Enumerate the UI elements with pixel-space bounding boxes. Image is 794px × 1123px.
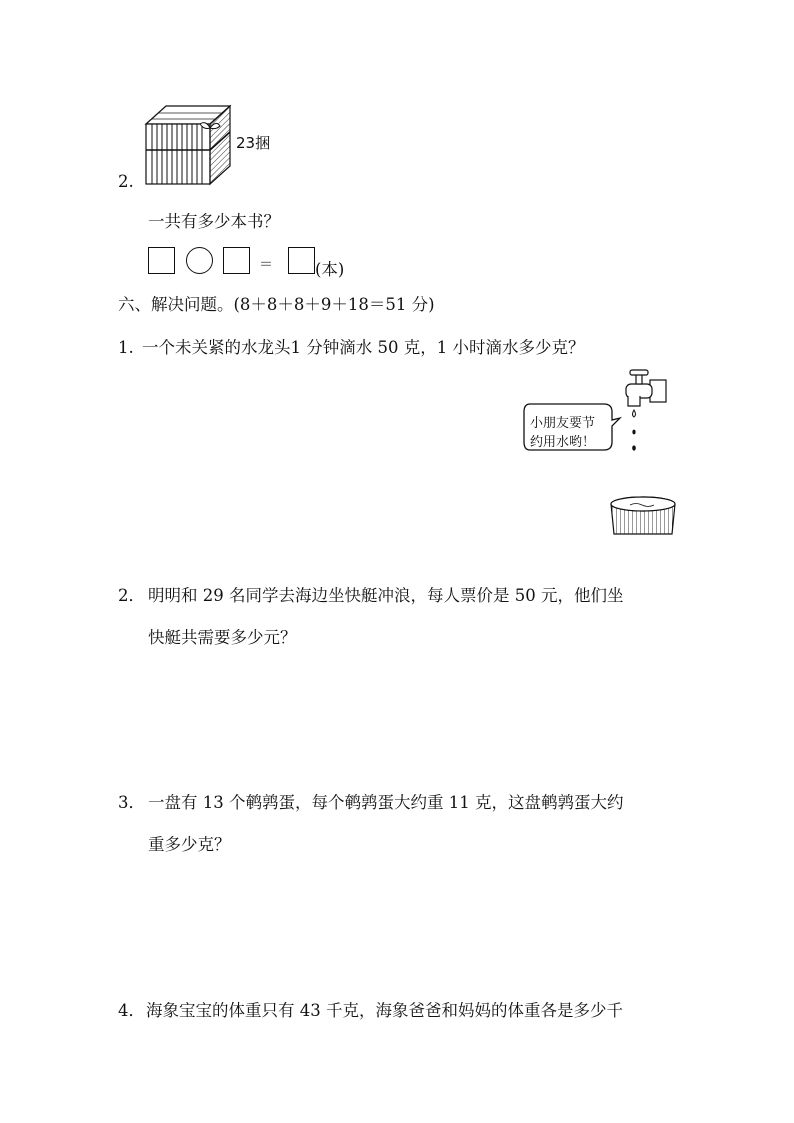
section-heading: 六、解决问题。(8＋8＋8＋9＋18＝51 分) xyxy=(118,295,435,314)
problem-text: 明明和 29 名同学去海边坐快艇冲浪，每人票价是 50 元，他们坐 xyxy=(148,586,624,605)
question-text: 一共有多少本书？ xyxy=(148,212,280,231)
question-number: 2. xyxy=(118,172,134,191)
problem-text: 快艇共需要多少元？ xyxy=(148,628,297,647)
problem-number: 3． xyxy=(118,793,145,812)
problem-number: 1. xyxy=(118,338,134,357)
problem-text: 一个未关紧的水龙头1 分钟滴水 50 克，1 小时滴水多少克？ xyxy=(142,338,585,357)
operator-circle[interactable] xyxy=(186,247,213,274)
bundle-count-label: 23捆 xyxy=(236,134,271,152)
problem-text: 海象宝宝的体重只有 43 千克，海象爸爸和妈妈的体重各是多少千 xyxy=(146,1001,623,1020)
book-bundle-illustration xyxy=(140,100,240,190)
equals-sign: ＝ xyxy=(259,257,273,273)
problem-number: 2． xyxy=(118,586,145,605)
problem-text: 一盘有 13 个鹌鹑蛋，每个鹌鹑蛋大约重 11 克，这盘鹌鹑蛋大约 xyxy=(148,793,624,812)
answer-box[interactable] xyxy=(288,247,315,274)
bubble-line: 约用水哟！ xyxy=(530,435,596,450)
problem-number: 4． xyxy=(118,1001,145,1020)
answer-box[interactable] xyxy=(223,247,250,274)
bubble-line: 小朋友要节 xyxy=(530,416,596,431)
problem-text: 重多少克？ xyxy=(148,835,231,854)
answer-box[interactable] xyxy=(148,247,175,274)
bucket-illustration xyxy=(608,494,678,536)
unit-label: (本) xyxy=(315,260,345,279)
